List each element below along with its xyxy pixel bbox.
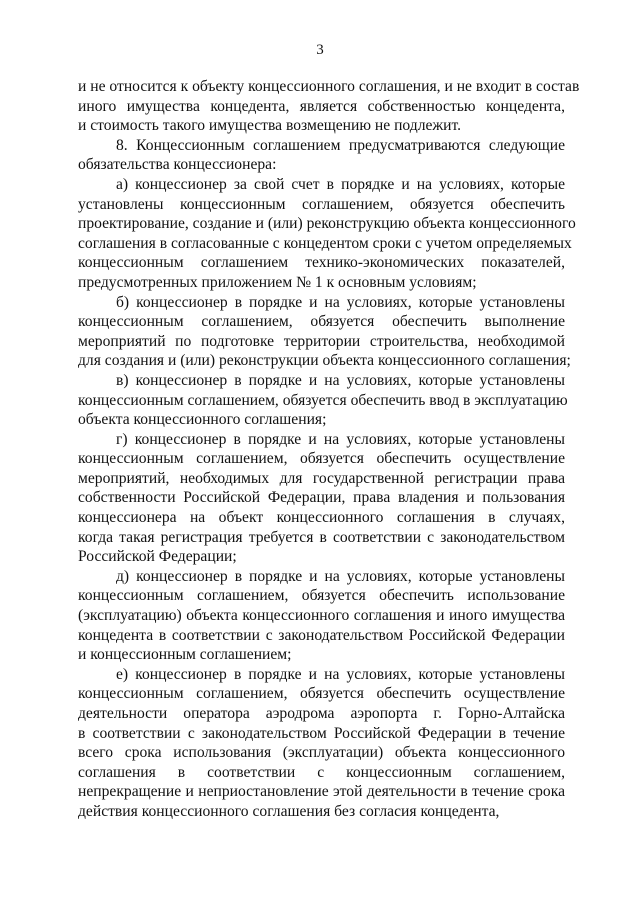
text-line: и концессионным соглашением; — [78, 646, 292, 664]
text-line: проектирование, создание и (или) реконструкцию объекта концессионного — [78, 215, 576, 233]
text-line: д) концессионер в порядке и на условиях, которые установлены — [116, 567, 565, 585]
document-body — [78, 77, 580, 822]
text-line: мероприятий по подготовке территории строительства, необходимой — [78, 332, 565, 350]
text-line: концессионным соглашением, обязуется обеспечить осуществление — [78, 685, 565, 703]
text-line: в соответствии с законодательством Российской Федерации в течение — [78, 724, 565, 742]
text-line: концессионера на объект концессионного соглашения в случаях, — [78, 509, 565, 527]
text-line: обязательства концессионера: — [78, 156, 277, 174]
text-line: б) концессионер в порядке и на условиях, которые установлены — [116, 293, 565, 311]
text-line: (эксплуатацию) объекта концессионного соглашения и иного имущества — [78, 607, 565, 625]
text-line: г) концессионер в порядке и на условиях, которые установлены — [116, 430, 565, 448]
text-line: концедента в соответствии с законодательством Российской Федерации — [78, 626, 565, 644]
text-line: когда такая регистрация требуется в соответствии с законодательством — [78, 528, 565, 546]
text-line: концессионным соглашением, обязуется обеспечить использование — [78, 587, 565, 605]
text-line: и стоимость такого имущества возмещению не подлежит. — [78, 117, 462, 135]
text-line: собственности Российской Федерации, права владения и пользования — [78, 489, 565, 507]
paragraph — [78, 136, 565, 175]
paragraph — [78, 567, 565, 665]
text-line: 8. Концессионным соглашением предусматриваются следующие — [116, 136, 565, 154]
text-line: соглашения в соответствии с концессионным соглашением, — [78, 763, 565, 781]
paragraph — [78, 430, 565, 567]
text-line: предусмотренных приложением № 1 к основным условиям; — [78, 273, 477, 291]
text-line: е) концессионер в порядке и на условиях, которые установлены — [116, 665, 565, 683]
text-line: Российской Федерации; — [78, 548, 237, 566]
paragraph — [78, 665, 565, 822]
text-line: деятельности оператора аэродрома аэропорта г. Горно-Алтайска — [78, 705, 565, 722]
text-line: концессионным соглашением, обязуется обеспечить ввод в эксплуатацию — [78, 391, 568, 409]
text-line: непрекращение и неприостановление этой деятельности в течение срока — [78, 783, 565, 801]
page-number: 3 — [316, 42, 324, 58]
paragraph — [78, 371, 568, 430]
text-line: для создания и (или) реконструкции объекта концессионного соглашения; — [78, 352, 571, 370]
text-line: в) концессионер в порядке и на условиях, которые установлены — [116, 371, 565, 389]
text-line: концессионным соглашением, обязуется обеспечить выполнение — [78, 313, 565, 331]
paragraph — [78, 77, 580, 136]
text-line: действия концессионного соглашения без согласия концедента, — [78, 802, 500, 820]
text-line: концессионным соглашением технико-экономических показателей, — [78, 254, 565, 272]
text-line: установлены концессионным соглашением, обязуется обеспечить — [78, 195, 565, 213]
text-line: всего срока использования (эксплуатации) объекта концессионного — [78, 744, 565, 762]
text-line: объекта концессионного соглашения; — [78, 411, 327, 429]
text-line: мероприятий, необходимых для государственной регистрации права — [78, 469, 565, 487]
text-line: иного имущества концедента, является собственностью концедента, — [78, 97, 565, 115]
text-line: концессионным соглашением, обязуется обеспечить осуществление — [78, 450, 565, 468]
text-line: и не относится к объекту концессионного соглашения, и не входит в состав — [78, 78, 580, 95]
paragraph — [78, 293, 571, 371]
text-line: соглашения в согласованные с концедентом сроки с учетом определяемых — [78, 234, 572, 252]
text-line: а) концессионер за свой счет в порядке и на условиях, которые — [116, 175, 565, 193]
paragraph — [78, 175, 576, 293]
